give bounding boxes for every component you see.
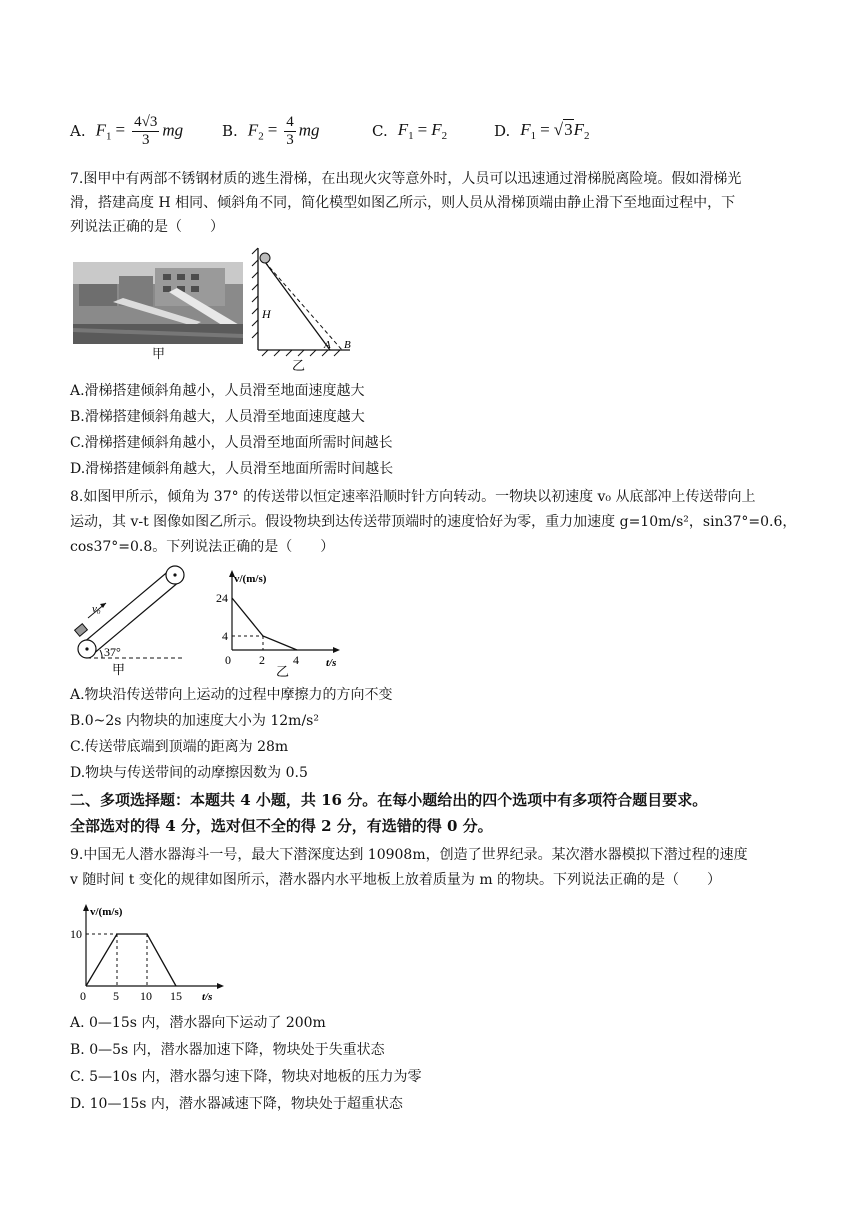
denominator: 3 [141,131,150,148]
subscript: 1 [530,130,537,142]
q7-stem-line-1: 7.图甲中有两部不锈钢材质的逃生滑梯，在出现火灾等意外时，人员可以迅速通过滑梯脱离险境。假如滑梯光 [70,171,742,187]
formula: $F_1 = √3F_2$ [520,120,590,142]
symbol: F [397,120,409,139]
q9-option-d[interactable]: D. 10—15s 内，潜水器减速下降，物块处于超重状态 [70,1096,403,1112]
fig-jia-caption: 甲 [112,662,126,677]
hatch [252,272,258,278]
subscript: 1 [408,130,414,142]
numerator: 4 [286,113,294,130]
hatch [252,320,258,326]
x-axis-label: t/s [326,657,337,669]
conveyor-belt-diagram [72,562,202,678]
fig-jia-caption: 甲 [152,347,166,362]
x-tick-0: 0 [80,989,86,1003]
hatch [262,350,268,356]
q9-option-b[interactable]: B. 0—5s 内，潜水器加速下降，物块处于失重状态 [70,1042,385,1058]
hatch [252,284,258,290]
q7-option-b[interactable]: B.滑梯搭建倾斜角越大，人员滑至地面速度越大 [70,409,365,425]
option-label: A. [70,122,86,140]
vt-line [86,934,176,986]
v0-label: v₀ [92,603,101,615]
hatch [310,350,316,356]
x-tick-2: 2 [259,653,265,667]
radicand: 3 [564,120,573,139]
x-axis-arrow [217,983,224,989]
hatch [252,308,258,314]
hatch [252,248,258,254]
x-tick-0: 0 [225,653,231,667]
symbol: F [95,119,106,139]
angle-label: 37° [104,645,121,659]
y-tick-4: 4 [222,629,228,643]
q8-option-d[interactable]: D.物块与传送带间的动摩擦因数为 0.5 [70,765,308,781]
subscript: 2 [583,130,590,142]
section-2-heading-line-2: 全部选对的得 4 分，选对但不全的得 2 分，有选错的得 0 分。 [70,817,493,835]
subscript: 2 [441,130,448,142]
symbol: mg [298,119,320,139]
point-b-label: B [344,339,351,351]
symbol: F [247,119,259,139]
symbol: F [431,120,442,139]
q8-stem-line-2: 运动，其 v-t 图像如图乙所示。假设物块到达传送带顶端时的速度恰好为零，重力加速度 g=10m/s²，sin37°=0.6， [70,514,797,530]
fraction [284,114,296,149]
formula: $F_2$ = $\frac{4}{3}$ mg [247,113,320,148]
y-tick-10: 10 [70,927,82,941]
slide-model-diagram [248,244,360,374]
q8-option-c[interactable]: C.传送带底端到顶端的距离为 28m [70,739,289,755]
numerator: 4√3 [134,113,158,130]
q9-option-a[interactable]: A. 0—15s 内，潜水器向下运动了 200m [70,1015,326,1031]
section-2-heading-line-1: 二、多项选择题：本题共 4 小题，共 16 分。在每小题给出的四个选项中有多项符合题目要求。 [70,791,708,809]
square-root: √3 [553,120,573,139]
q9-stem-line-2: v 随时间 t 变化的规律如图所示，潜水器内水平地板上放着质量为 m 的物块。下列说法正确的是（ ） [70,872,722,888]
q7-stem-line-2: 滑，搭建高度 H 相同、倾斜角不同，简化模型如图乙所示，则人员从滑梯顶端由静止滑下至地面过程中，下 [70,195,736,211]
option-label: C. [372,122,388,140]
q6-option-a[interactable] [70,108,183,154]
q7-stem-line-3: 列说法正确的是（ ） [70,219,224,235]
vt-line [232,598,297,650]
symbol: mg [162,119,184,139]
formula: $F_1 = F_2$ [397,120,448,142]
person-ball [260,253,270,263]
hatch [298,350,304,356]
slide-b-line [265,262,342,350]
block [75,624,88,637]
formula: $F_1$ = $\frac{4√3}{3}$ mg [95,113,184,148]
x-axis-arrow [333,647,340,653]
q8-option-b[interactable]: B.0~2s 内物块的加速度大小为 12m/s² [70,713,319,729]
x-tick-4: 4 [293,653,299,667]
y-tick-24: 24 [216,591,228,605]
symbol: F [520,120,531,139]
hatch [274,350,280,356]
x-tick-15: 15 [170,989,182,1003]
q8-vt-graph [208,568,348,678]
denominator: 3 [286,131,294,148]
hatch [286,350,292,356]
option-label: B. [222,122,238,140]
x-tick-10: 10 [140,989,152,1003]
hatch [252,332,258,338]
fig-yi-caption: 乙 [292,358,306,373]
hatch [252,260,258,266]
height-label: H [262,307,271,321]
q8-stem-line-1: 8.如图甲所示，倾角为 37° 的传送带以恒定速率沿顺时针方向转动。一物块以初速度 v₀ 从底部冲上传送带向上 [70,489,756,505]
subscript: 2 [258,129,264,142]
q7-option-a[interactable]: A.滑梯搭建倾斜角越小，人员滑至地面速度越大 [70,383,365,399]
q8-stem-line-3: cos37°=0.8。下列说法正确的是（ ） [70,539,335,555]
y-axis-label: v/(m/s) [90,906,123,918]
pulley-axle [173,573,176,576]
option-label: D. [494,122,511,140]
escape-slide-photo [73,262,243,344]
q6-option-d[interactable] [494,108,589,154]
slide-a-line [265,262,330,350]
angle-arc [100,650,102,658]
hatch [334,350,340,356]
q9-option-c[interactable]: C. 5—10s 内，潜水器匀速下降，物块对地板的压力为零 [70,1069,422,1085]
q9-stem-line-1: 9.中国无人潜水器海斗一号，最大下潜深度达到 10908m，创造了世界纪录。某次潜水器模拟下潜过程的速度 [70,847,748,863]
point-a-label: A [324,339,331,351]
belt-bottom-line [92,581,180,655]
q7-option-d[interactable]: D.滑梯搭建倾斜角越大，人员滑至地面所需时间越长 [70,461,394,477]
q6-option-b[interactable] [222,108,320,154]
fig-yi-caption: 乙 [276,664,290,678]
y-axis-arrow [83,904,89,911]
hatch [252,296,258,302]
fraction [132,114,159,149]
q8-option-a[interactable]: A.物块沿传送带向上运动的过程中摩擦力的方向不变 [70,687,393,703]
pulley-axle [85,647,88,650]
y-axis-label: v/(m/s) [234,573,267,585]
symbol: F [573,120,584,139]
q9-vt-graph [70,898,230,1006]
x-tick-5: 5 [113,989,119,1003]
q6-options-row [70,108,790,154]
x-axis-label: t/s [202,991,213,1003]
subscript: 1 [106,129,112,142]
q6-option-c[interactable] [372,108,447,154]
q7-option-c[interactable]: C.滑梯搭建倾斜角越小，人员滑至地面所需时间越长 [70,435,393,451]
